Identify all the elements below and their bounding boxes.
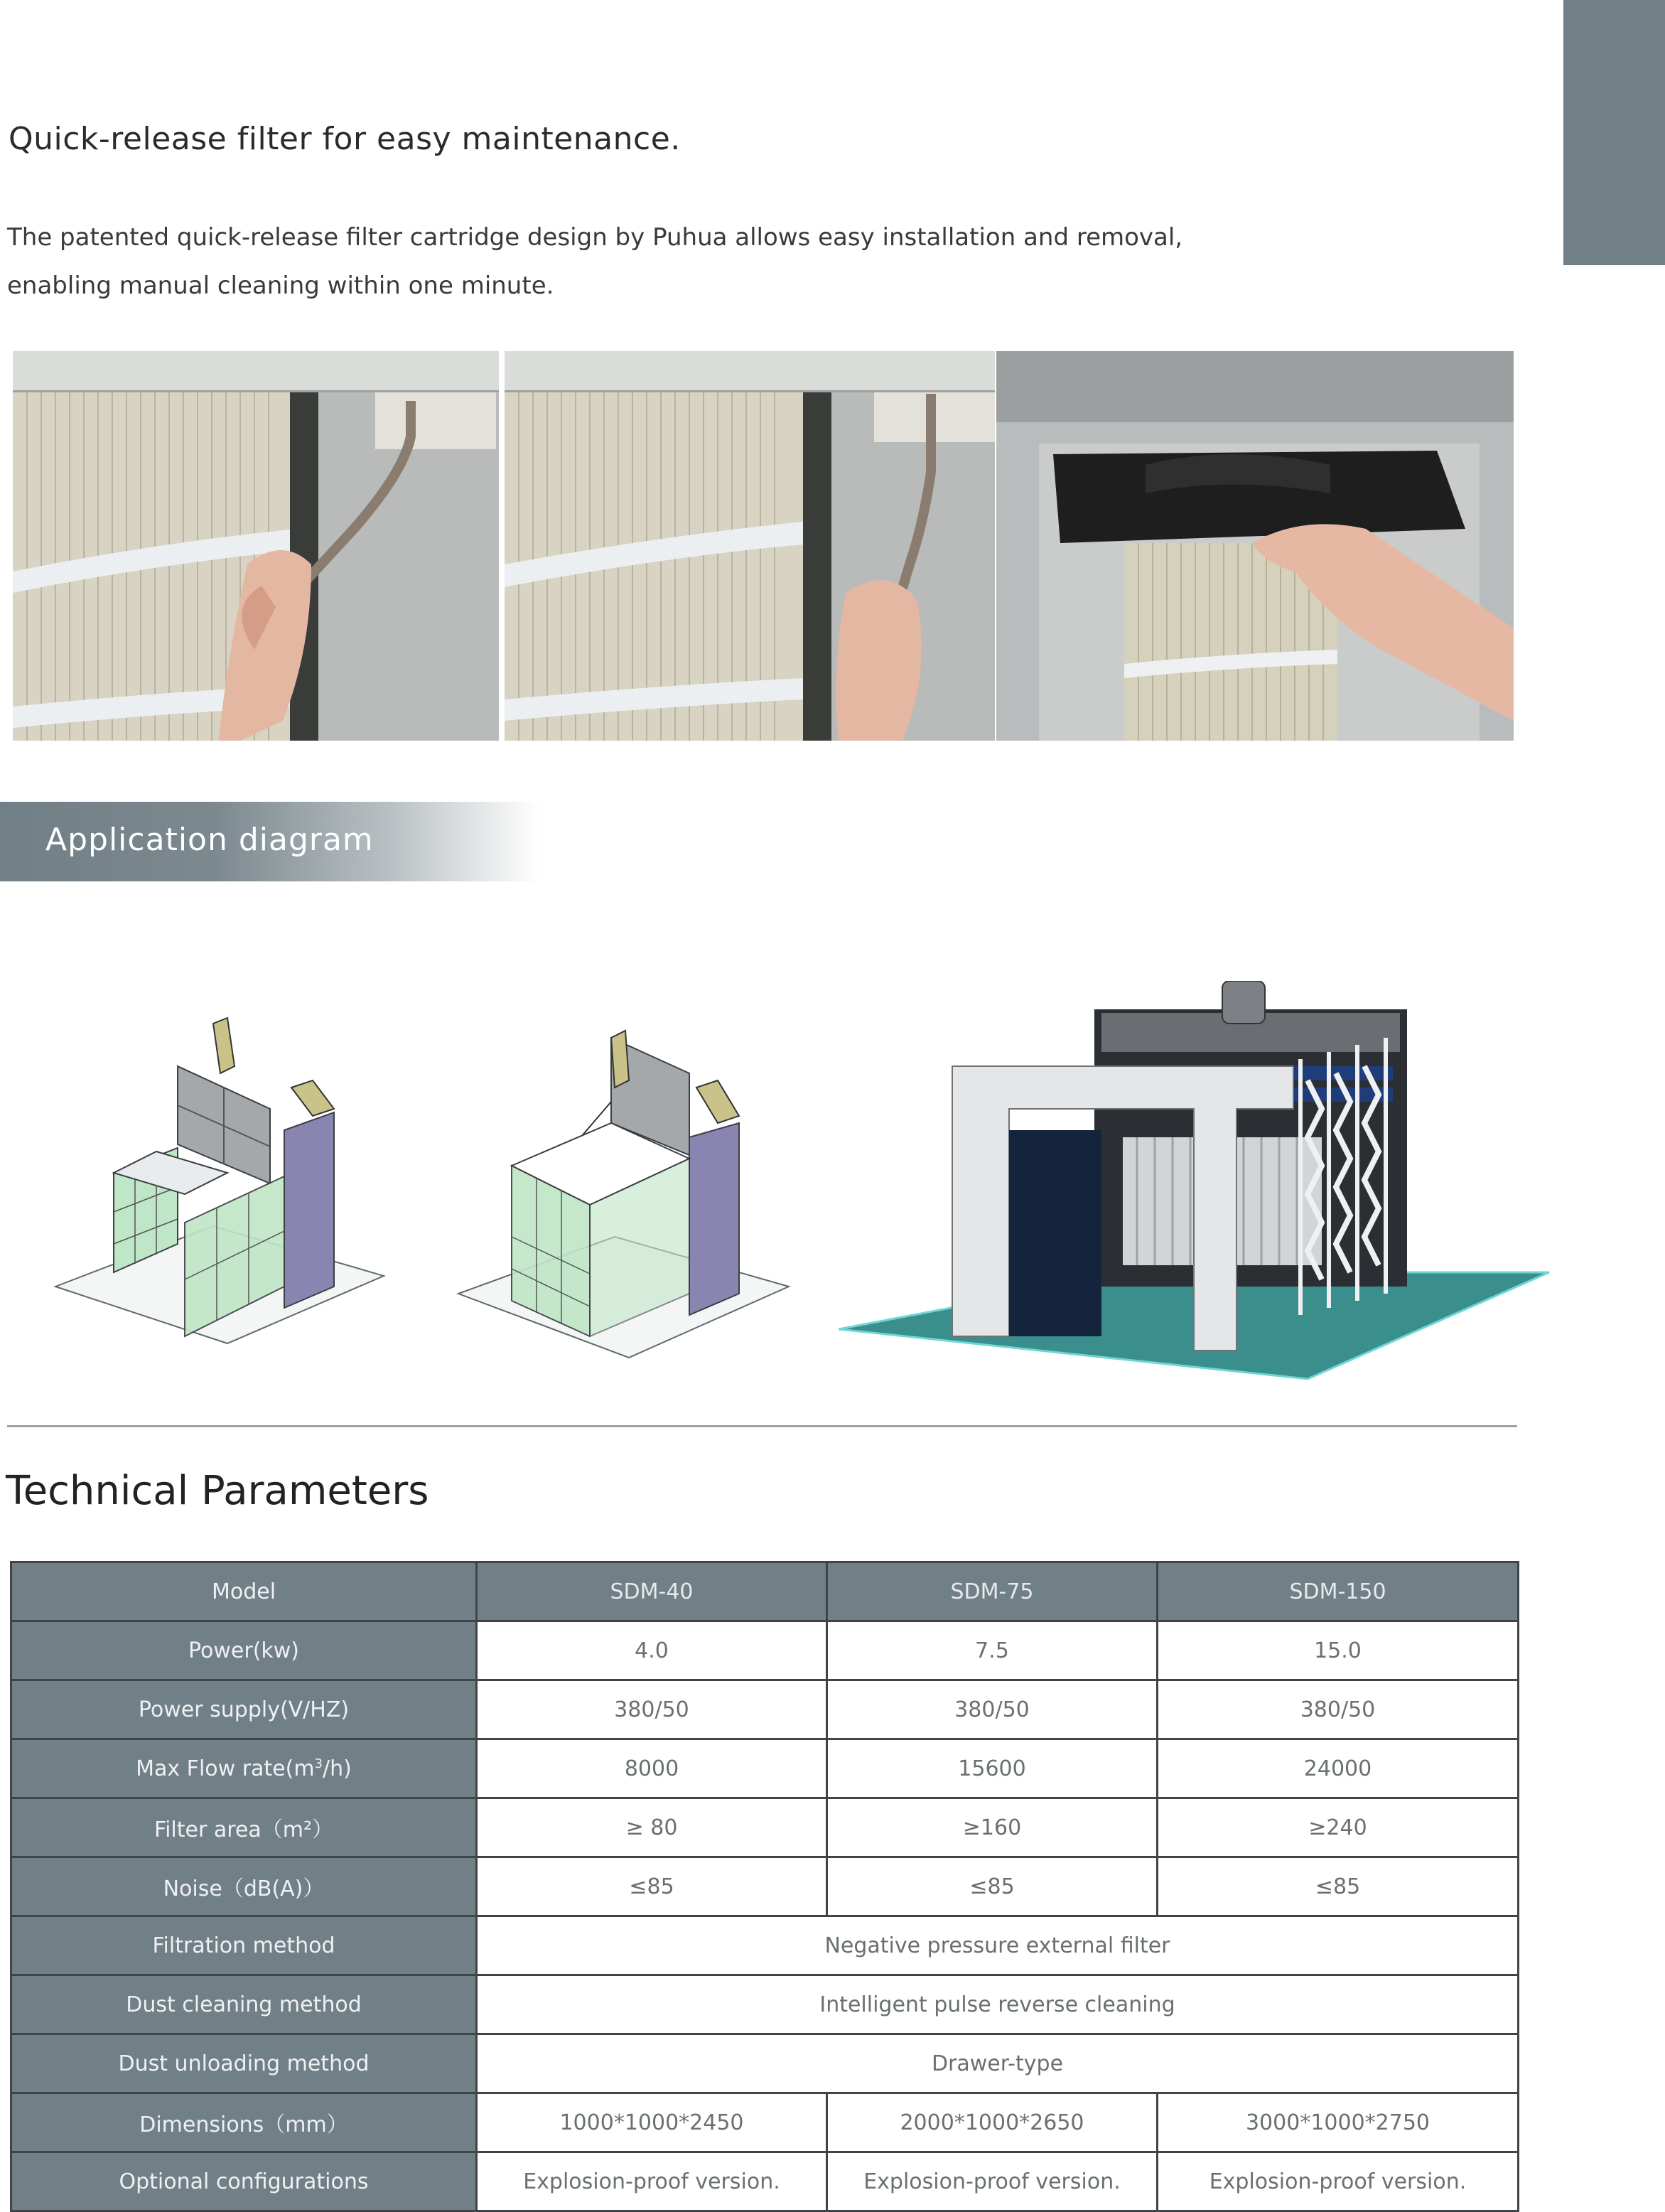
row-label: Power supply(V/HZ) <box>11 1680 477 1739</box>
table-cell: 380/50 <box>477 1680 827 1739</box>
section-heading: Quick-release filter for easy maintenance. <box>9 121 681 157</box>
table-cell: ≤85 <box>827 1857 1158 1916</box>
row-label: Dimensions（mm） <box>11 2093 477 2152</box>
dust-drawer-photo <box>996 351 1514 741</box>
canopy-booth-diagram <box>455 1009 796 1379</box>
table-header-cell: SDM-75 <box>827 1562 1158 1621</box>
table-header-cell: SDM-150 <box>1158 1562 1519 1621</box>
table-row <box>11 1857 1519 1916</box>
table-cell: 2000*1000*2650 <box>827 2093 1158 2152</box>
table-row <box>11 1621 1519 1680</box>
row-label <box>11 1739 477 1798</box>
row-label: Noise（dB(A)） <box>11 1857 477 1916</box>
intro-line: The patented quick-release filter cartridge design by Puhua allows easy installation and removal, <box>7 223 1183 252</box>
row-label: Dust unloading method <box>11 2034 477 2093</box>
row-label-superscript: 3 <box>314 1756 323 1771</box>
table-span-cell: Drawer-type <box>477 2034 1519 2093</box>
technical-parameters-table <box>10 1561 1519 2212</box>
table-cell: Explosion-proof version. <box>1158 2152 1519 2211</box>
filter-cartridge-pull-photo <box>505 351 995 741</box>
row-label: Dust cleaning method <box>11 1975 477 2034</box>
table-row <box>11 2152 1519 2211</box>
table-cell: ≥ 80 <box>477 1798 827 1857</box>
filter-cartridge-handle-photo <box>13 351 499 741</box>
section-divider <box>7 1425 1517 1427</box>
corner-tab <box>1563 0 1665 265</box>
row-label-text: Max Flow rate(m <box>136 1756 315 1781</box>
intro-line: enabling manual cleaning within one minute. <box>7 272 554 300</box>
table-row <box>11 1975 1519 2034</box>
row-label: Filtration method <box>11 1916 477 1975</box>
table-cell: ≤85 <box>1158 1857 1519 1916</box>
banner-label: Application diagram <box>45 822 374 858</box>
intro-text <box>7 213 1182 310</box>
table-cell: Explosion-proof version. <box>827 2152 1158 2211</box>
table-header-label: Model <box>11 1562 477 1621</box>
table-cell: 380/50 <box>827 1680 1158 1739</box>
large-spray-booth-diagram <box>839 981 1563 1393</box>
row-label: Optional configurations <box>11 2152 477 2211</box>
table-span-cell: Intelligent pulse reverse cleaning <box>477 1975 1519 2034</box>
table-header-row <box>11 1562 1519 1621</box>
table-cell: Explosion-proof version. <box>477 2152 827 2211</box>
table-header-cell: SDM-40 <box>477 1562 827 1621</box>
table-cell: 15600 <box>827 1739 1158 1798</box>
technical-parameters-title: Technical Parameters <box>6 1468 429 1514</box>
table-cell: 380/50 <box>1158 1680 1519 1739</box>
row-label: Power(kw) <box>11 1621 477 1680</box>
table-row <box>11 1739 1519 1798</box>
table-row <box>11 1798 1519 1857</box>
table-row <box>11 1916 1519 1975</box>
table-span-cell: Negative pressure external filter <box>477 1916 1519 1975</box>
table-cell: 8000 <box>477 1739 827 1798</box>
table-cell: ≥240 <box>1158 1798 1519 1857</box>
table-cell: ≥160 <box>827 1798 1158 1857</box>
table-cell: 3000*1000*2750 <box>1158 2093 1519 2152</box>
open-booth-diagram <box>50 1009 391 1351</box>
application-diagram-banner <box>0 802 540 881</box>
row-label-text: /h) <box>323 1756 352 1781</box>
row-label: Filter area（m²） <box>11 1798 477 1857</box>
table-cell: ≤85 <box>477 1857 827 1916</box>
table-cell: 7.5 <box>827 1621 1158 1680</box>
table-cell: 4.0 <box>477 1621 827 1680</box>
table-row <box>11 1680 1519 1739</box>
table-row <box>11 2034 1519 2093</box>
table-row <box>11 2093 1519 2152</box>
table-cell: 15.0 <box>1158 1621 1519 1680</box>
table-cell: 1000*1000*2450 <box>477 2093 827 2152</box>
table-cell: 24000 <box>1158 1739 1519 1798</box>
